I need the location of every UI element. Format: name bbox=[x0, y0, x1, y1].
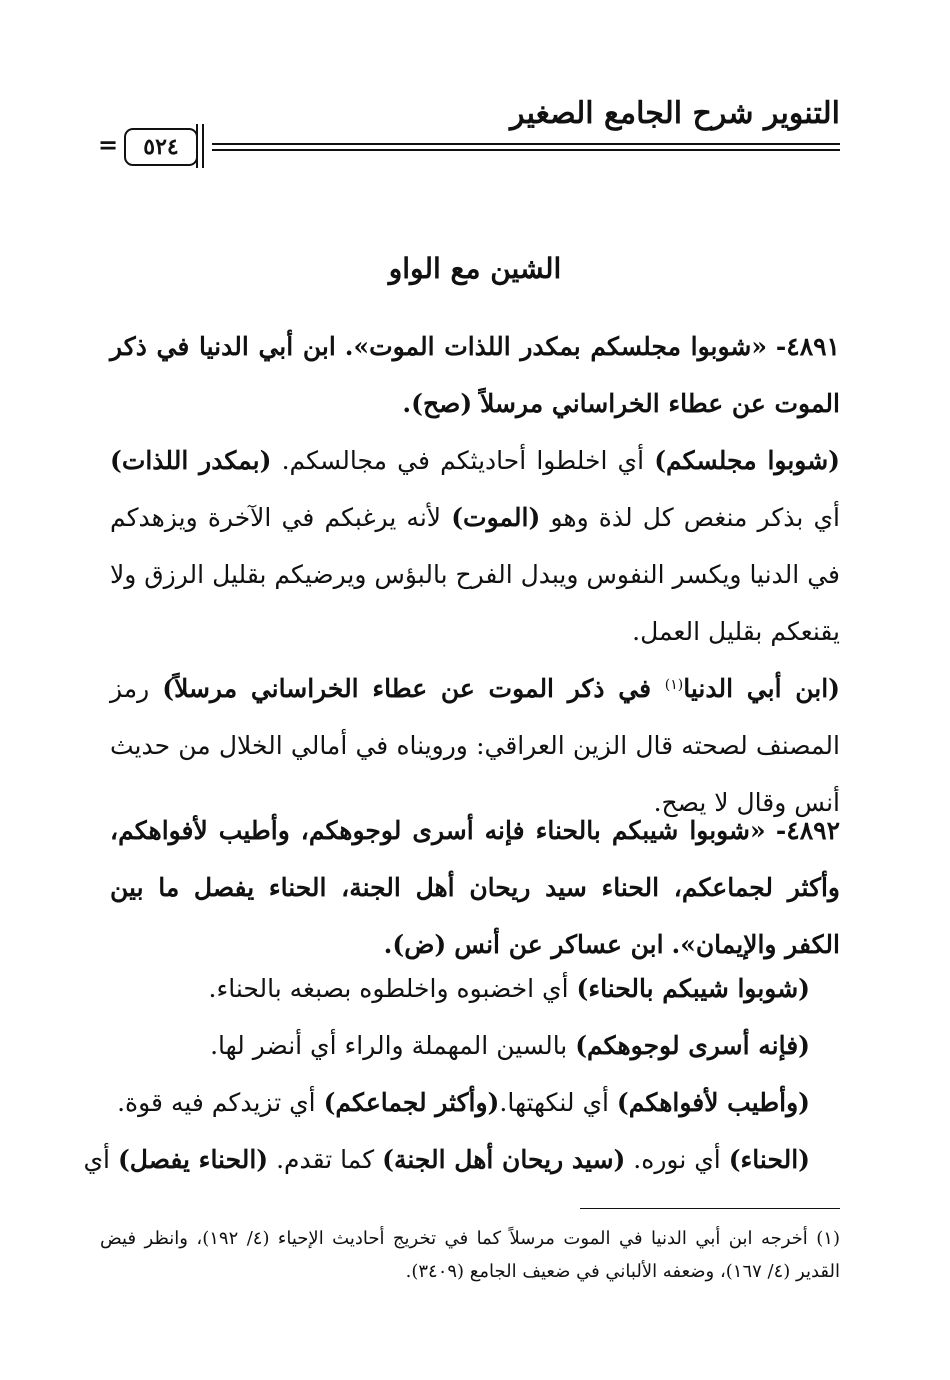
source-text: رمز المصنف لصحته قال الزين العراقي: ورويناه في أمالي الخلال من حديث أنس وقال لا يصح. bbox=[110, 674, 840, 817]
page-number-box bbox=[98, 126, 208, 168]
commentary-quote: (سيد ريحان أهل الجنة) bbox=[382, 1145, 626, 1174]
hadith-text: «شوبوا شيبكم بالحناء فإنه أسرى لوجوهكم، وأطيب لأفواهكم، وأكثر لجماعكم، الحناء سيد ريحان أهل الجنة، الحناء يفصل ما بين الكفر والإيمان». bbox=[110, 816, 840, 959]
commentary-4892-line-2 bbox=[80, 1017, 810, 1074]
hadith-number: ٤٨٩٢- bbox=[775, 816, 840, 845]
commentary-quote: (الحناء) bbox=[728, 1145, 810, 1174]
commentary-4891 bbox=[110, 432, 840, 660]
commentary-quote: (الحناء يفصل) bbox=[117, 1145, 269, 1174]
footnote-separator bbox=[580, 1208, 840, 1209]
hadith-text: «شوبوا مجلسكم بمكدر اللذات الموت». bbox=[344, 332, 767, 361]
commentary-quote: (وأكثر لجماعكم) bbox=[323, 1088, 500, 1117]
commentary-text: أي bbox=[83, 1145, 118, 1174]
footnote-ref: (١) bbox=[664, 677, 684, 693]
commentary-text: أي بذكر منغص كل لذة وهو bbox=[540, 503, 840, 532]
commentary-quote: (وأطيب لأفواهكم) bbox=[616, 1088, 810, 1117]
commentary-text: بالسين المهملة والراء أي أنضر لها. bbox=[210, 1031, 576, 1060]
section-heading: الشين مع الواو bbox=[388, 252, 562, 285]
hadith-number: ٤٨٩١- bbox=[775, 332, 840, 361]
page-number: ٥٢٤ bbox=[124, 128, 198, 166]
source-quote: (ابن أبي الدنيا bbox=[683, 674, 840, 703]
commentary-text: لأنه يرغبكم في الآخرة ويزهدكم في الدنيا ويكسر النفوس ويبدل الفرح بالبؤس ويرضيكم بقليل الرزق ولا يقنعكم بقليل العمل. bbox=[110, 503, 840, 646]
hadith-source: ابن أبي الدنيا في ذكر الموت عن عطاء الخراساني مرسلاً bbox=[110, 332, 840, 418]
commentary-4892-line-4 bbox=[80, 1131, 810, 1188]
commentary-quote: (بمكدر اللذات) bbox=[110, 446, 272, 475]
commentary-text: أي اخلطوا أحاديثكم في مجالسكم. bbox=[271, 446, 655, 475]
commentary-4892-line-3 bbox=[80, 1074, 810, 1131]
commentary-quote: (شوبوا شيبكم بالحناء) bbox=[576, 974, 810, 1003]
footnote bbox=[100, 1222, 840, 1288]
commentary-text: أي تزيدكم فيه قوة. bbox=[117, 1088, 324, 1117]
commentary-text: أي نوره. bbox=[625, 1145, 729, 1174]
page-marker: = bbox=[98, 130, 119, 159]
commentary-quote: (شوبوا مجلسكم) bbox=[654, 446, 840, 475]
commentary-quote: (الموت) bbox=[451, 503, 541, 532]
source-quote: في ذكر الموت عن عطاء الخراساني مرسلاً) bbox=[162, 674, 665, 703]
footnote-number: (١) bbox=[816, 1228, 840, 1249]
hadith-4892 bbox=[110, 802, 840, 973]
header-rule-bottom bbox=[212, 149, 840, 151]
commentary-text: أي لنكهتها. bbox=[499, 1088, 617, 1117]
header-rule-top bbox=[212, 143, 840, 145]
running-header-title: التنوير شرح الجامع الصغير bbox=[510, 96, 840, 131]
hadith-grade: (صح). bbox=[402, 389, 473, 418]
hadith-source: ابن عساكر عن أنس bbox=[454, 930, 664, 959]
footnote-text: أخرجه ابن أبي الدنيا في الموت مرسلاً كما في تخريج أحاديث الإحياء (٤/ ١٩٢)، وانظر فيض القدير (٤/ ١٦٧)، وضعفه الألباني في ضعيف الجامع (٣٤٠٩). bbox=[100, 1228, 840, 1282]
commentary-text: أي اخضبوه واخلطوه بصبغه بالحناء. bbox=[208, 974, 577, 1003]
hadith-grade: (ض). bbox=[383, 930, 447, 959]
hadith-4891 bbox=[110, 318, 840, 432]
commentary-quote: (فإنه أسرى لوجوهكم) bbox=[575, 1031, 810, 1060]
commentary-text: كما تقدم. bbox=[268, 1145, 383, 1174]
commentary-4892-line-1 bbox=[80, 960, 810, 1017]
